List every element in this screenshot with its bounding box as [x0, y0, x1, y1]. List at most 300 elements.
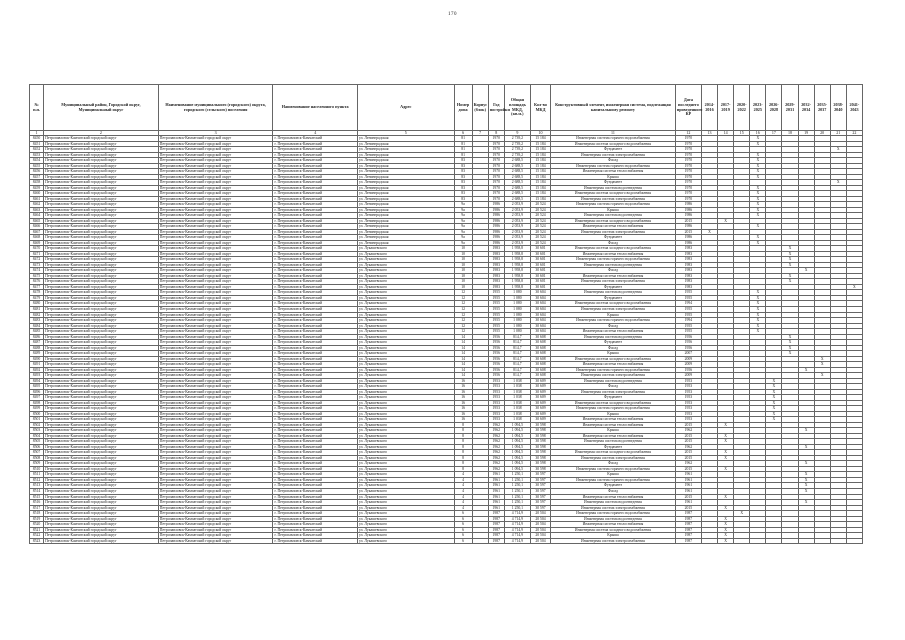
- mkd-count-cell: 30 598: [530, 461, 550, 467]
- house-cell: 12: [454, 290, 472, 296]
- year-cell: 1970: [488, 152, 504, 158]
- house-cell: 6: [454, 538, 472, 544]
- element-cell: Фундамент: [551, 180, 676, 186]
- last-repair-cell: 1986: [675, 235, 701, 241]
- settlement-cell: Петропавловск-Камчатский городской округ: [158, 477, 273, 483]
- house-cell: 12: [454, 301, 472, 307]
- page-number: 170: [448, 12, 457, 17]
- last-repair-cell: 1955: [675, 323, 701, 329]
- column-number: 8: [488, 131, 504, 136]
- address-cell: ул. Лукашевского: [357, 378, 454, 384]
- element-cell: Инженерная система холодного водоснабжения: [551, 218, 676, 224]
- address-cell: ул. Ленинградская: [357, 218, 454, 224]
- element-cell: Фасад: [551, 240, 676, 246]
- area-cell: 1 094,5: [504, 455, 530, 461]
- area-cell: 2 739,2: [504, 136, 530, 142]
- locality-cell: г. Петропавловск-Камчатский: [273, 444, 358, 450]
- year-cell: 1955: [488, 329, 504, 335]
- district-cell: Петропавловск-Камчатский городской округ: [44, 306, 159, 312]
- element-cell: Инженерная система водоотведения: [551, 334, 676, 340]
- mkd-count-cell: 30 609: [530, 400, 550, 406]
- settlement-cell: Петропавловск-Камчатский городской округ: [158, 224, 273, 230]
- period-cell: X: [750, 163, 766, 169]
- settlement-cell: Петропавловск-Камчатский городской округ: [158, 417, 273, 423]
- period-cell: X: [782, 351, 798, 357]
- settlement-cell: Петропавловск-Камчатский городской округ: [158, 207, 273, 213]
- year-cell: 1961: [488, 494, 504, 500]
- period-cell: X: [750, 235, 766, 241]
- locality-cell: г. Петропавловск-Камчатский: [273, 389, 358, 395]
- house-cell: 6: [454, 522, 472, 528]
- district-cell: Петропавловск-Камчатский городской округ: [44, 483, 159, 489]
- element-cell: Инженерная система электроснабжения: [551, 538, 676, 544]
- house-cell: 14: [454, 356, 472, 362]
- address-cell: ул. Лукашевского: [357, 345, 454, 351]
- row-number: 8512: [30, 477, 44, 483]
- period-cell: X: [750, 196, 766, 202]
- year-cell: 1953: [488, 411, 504, 417]
- row-number: 8479: [30, 295, 44, 301]
- settlement-cell: Петропавловск-Камчатский городской округ: [158, 334, 273, 340]
- locality-cell: г. Петропавловск-Камчатский: [273, 489, 358, 495]
- locality-cell: г. Петропавловск-Камчатский: [273, 284, 358, 290]
- column-number: 12: [675, 131, 701, 136]
- address-cell: ул. Лукашевского: [357, 301, 454, 307]
- mkd-count-cell: 30 604: [530, 295, 550, 301]
- last-repair-cell: 1962: [675, 444, 701, 450]
- last-repair-cell: 1961: [675, 477, 701, 483]
- period-cell: X: [718, 522, 734, 528]
- mkd-count-cell: 20 524: [530, 235, 550, 241]
- last-repair-cell: 1983: [675, 251, 701, 257]
- locality-cell: г. Петропавловск-Камчатский: [273, 213, 358, 219]
- last-repair-cell: 1961: [675, 500, 701, 506]
- year-cell: 1970: [488, 136, 504, 142]
- last-repair-cell: 1970: [675, 169, 701, 175]
- period-cell: X: [830, 147, 846, 153]
- district-cell: Петропавловск-Камчатский городской округ: [44, 141, 159, 147]
- area-cell: 2 688,5: [504, 180, 530, 186]
- column-header: 2026-2028: [766, 85, 782, 131]
- district-cell: Петропавловск-Камчатский городской округ: [44, 207, 159, 213]
- locality-cell: г. Петропавловск-Камчатский: [273, 466, 358, 472]
- settlement-cell: Петропавловск-Камчатский городской округ: [158, 389, 273, 395]
- settlement-cell: Петропавловск-Камчатский городской округ: [158, 318, 273, 324]
- mkd-count-cell: 20 524: [530, 207, 550, 213]
- period-cell: X: [718, 527, 734, 533]
- element-cell: Инженерная система холодного водоснабжения: [551, 400, 676, 406]
- locality-cell: г. Петропавловск-Камчатский: [273, 268, 358, 274]
- locality-cell: г. Петропавловск-Камчатский: [273, 224, 358, 230]
- last-repair-cell: 2015: [675, 466, 701, 472]
- element-cell: Инженерная система водоотведения: [551, 185, 676, 191]
- house-cell: 83: [454, 174, 472, 180]
- area-cell: 1 958,8: [504, 262, 530, 268]
- table: [29, 84, 863, 544]
- last-repair-cell: 1970: [675, 163, 701, 169]
- period-cell: X: [766, 406, 782, 412]
- year-cell: 1983: [488, 262, 504, 268]
- house-cell: 9а: [454, 202, 472, 208]
- district-cell: Петропавловск-Камчатский городской округ: [44, 329, 159, 335]
- house-cell: 10: [454, 257, 472, 263]
- last-repair-cell: 1987: [675, 522, 701, 528]
- capital-repair-table: [29, 84, 863, 544]
- period-cell: X: [782, 251, 798, 257]
- district-cell: Петропавловск-Камчатский городской округ: [44, 169, 159, 175]
- district-cell: Петропавловск-Камчатский городской округ: [44, 461, 159, 467]
- row-number: 8513: [30, 483, 44, 489]
- last-repair-cell: 1970: [675, 158, 701, 164]
- row-number: 8484: [30, 323, 44, 329]
- mkd-count-cell: 30 598: [530, 455, 550, 461]
- address-cell: ул. Лукашевского: [357, 466, 454, 472]
- settlement-cell: Петропавловск-Камчатский городской округ: [158, 439, 273, 445]
- house-cell: 4: [454, 494, 472, 500]
- locality-cell: г. Петропавловск-Камчатский: [273, 240, 358, 246]
- row-number: 8472: [30, 257, 44, 263]
- year-cell: 1987: [488, 516, 504, 522]
- last-repair-cell: 2015: [675, 494, 701, 500]
- period-cell: X: [798, 472, 814, 478]
- settlement-cell: Петропавловск-Камчатский городской округ: [158, 433, 273, 439]
- settlement-cell: Петропавловск-Камчатский городской округ: [158, 384, 273, 390]
- element-cell: Крыша: [551, 207, 676, 213]
- row-number: 8457: [30, 174, 44, 180]
- area-cell: 1 250,1: [504, 472, 530, 478]
- row-number: 8455: [30, 163, 44, 169]
- period-cell: [766, 538, 782, 544]
- locality-cell: г. Петропавловск-Камчатский: [273, 180, 358, 186]
- year-cell: 1953: [488, 389, 504, 395]
- settlement-cell: Петропавловск-Камчатский городской округ: [158, 455, 273, 461]
- area-cell: 4 714,9: [504, 533, 530, 539]
- column-number: 4: [273, 131, 358, 136]
- row-number: 8517: [30, 505, 44, 511]
- last-repair-cell: 1986: [675, 202, 701, 208]
- last-repair-cell: 2015: [675, 422, 701, 428]
- row-number: 8520: [30, 522, 44, 528]
- period-cell: X: [718, 218, 734, 224]
- last-repair-cell: 1955: [675, 290, 701, 296]
- address-cell: ул. Ленинградская: [357, 180, 454, 186]
- column-number: 13: [701, 131, 717, 136]
- district-cell: Петропавловск-Камчатский городской округ: [44, 174, 159, 180]
- address-cell: ул. Лукашевского: [357, 246, 454, 252]
- year-cell: 1955: [488, 295, 504, 301]
- district-cell: Петропавловск-Камчатский городской округ: [44, 334, 159, 340]
- address-cell: ул. Лукашевского: [357, 511, 454, 517]
- year-cell: 1986: [488, 224, 504, 230]
- column-header: 2023-2025: [750, 85, 766, 131]
- district-cell: Петропавловск-Камчатский городской округ: [44, 367, 159, 373]
- locality-cell: г. Петропавловск-Камчатский: [273, 207, 358, 213]
- last-repair-cell: 1970: [675, 136, 701, 142]
- settlement-cell: Петропавловск-Камчатский городской округ: [158, 180, 273, 186]
- address-cell: ул. Лукашевского: [357, 450, 454, 456]
- house-cell: 16: [454, 378, 472, 384]
- area-cell: 1 038: [504, 400, 530, 406]
- district-cell: Петропавловск-Камчатский городской округ: [44, 472, 159, 478]
- year-cell: 1956: [488, 356, 504, 362]
- house-cell: 10: [454, 279, 472, 285]
- year-cell: 1986: [488, 240, 504, 246]
- row-number: 8481: [30, 306, 44, 312]
- year-cell: 1970: [488, 169, 504, 175]
- column-number: 16: [750, 131, 766, 136]
- locality-cell: г. Петропавловск-Камчатский: [273, 295, 358, 301]
- last-repair-cell: 1970: [675, 180, 701, 186]
- locality-cell: г. Петропавловск-Камчатский: [273, 251, 358, 257]
- address-cell: ул. Лукашевского: [357, 362, 454, 368]
- row-number: 8474: [30, 268, 44, 274]
- mkd-count-cell: 30 604: [530, 290, 550, 296]
- address-cell: ул. Лукашевского: [357, 268, 454, 274]
- address-cell: ул. Лукашевского: [357, 257, 454, 263]
- column-header: 2014-2016: [701, 85, 717, 131]
- settlement-cell: Петропавловск-Камчатский городской округ: [158, 295, 273, 301]
- last-repair-cell: 2009: [675, 356, 701, 362]
- column-number: 20: [814, 131, 830, 136]
- row-number: 8468: [30, 235, 44, 241]
- year-cell: 1970: [488, 185, 504, 191]
- period-cell: X: [750, 213, 766, 219]
- year-cell: 1986: [488, 218, 504, 224]
- address-cell: ул. Лукашевского: [357, 351, 454, 357]
- mkd-count-cell: 20 504: [530, 511, 550, 517]
- area-cell: 2 053,9: [504, 240, 530, 246]
- last-repair-cell: 1955: [675, 329, 701, 335]
- year-cell: 1986: [488, 202, 504, 208]
- settlement-cell: Петропавловск-Камчатский городской округ: [158, 461, 273, 467]
- mkd-count-cell: 30 601: [530, 257, 550, 263]
- address-cell: ул. Лукашевского: [357, 522, 454, 528]
- house-cell: 4: [454, 489, 472, 495]
- area-cell: 4 714,9: [504, 511, 530, 517]
- row-number: 8503: [30, 428, 44, 434]
- district-cell: Петропавловск-Камчатский городской округ: [44, 136, 159, 142]
- house-cell: 14: [454, 340, 472, 346]
- locality-cell: г. Петропавловск-Камчатский: [273, 136, 358, 142]
- row-number: 8464: [30, 213, 44, 219]
- element-cell: Инженерная система теплоснабжения: [551, 251, 676, 257]
- row-number: 8511: [30, 472, 44, 478]
- settlement-cell: Петропавловск-Камчатский городской округ: [158, 185, 273, 191]
- year-cell: 1962: [488, 433, 504, 439]
- year-cell: 1970: [488, 163, 504, 169]
- element-cell: Инженерная система электроснабжения: [551, 229, 676, 235]
- mkd-count-cell: 30 598: [530, 428, 550, 434]
- address-cell: ул. Ленинградская: [357, 191, 454, 197]
- row-number: 8496: [30, 389, 44, 395]
- element-cell: Фундамент: [551, 235, 676, 241]
- last-repair-cell: 1986: [675, 224, 701, 230]
- last-repair-cell: 2015: [675, 450, 701, 456]
- address-cell: ул. Ленинградская: [357, 169, 454, 175]
- column-number: 3: [158, 131, 273, 136]
- column-header: Год постройки: [488, 85, 504, 131]
- address-cell: ул. Лукашевского: [357, 533, 454, 539]
- period-cell: X: [798, 461, 814, 467]
- year-cell: 1962: [488, 450, 504, 456]
- district-cell: Петропавловск-Камчатский городской округ: [44, 351, 159, 357]
- mkd-count-cell: 15 184: [530, 191, 550, 197]
- district-cell: Петропавловск-Камчатский городской округ: [44, 527, 159, 533]
- locality-cell: г. Петропавловск-Камчатский: [273, 174, 358, 180]
- element-cell: Инженерная система водоотведения: [551, 290, 676, 296]
- house-cell: 10: [454, 284, 472, 290]
- address-cell: ул. Лукашевского: [357, 290, 454, 296]
- house-cell: 4: [454, 483, 472, 489]
- period-cell: [734, 538, 750, 544]
- house-cell: 8: [454, 433, 472, 439]
- period-cell: [846, 538, 862, 544]
- year-cell: 1983: [488, 279, 504, 285]
- locality-cell: г. Петропавловск-Камчатский: [273, 185, 358, 191]
- address-cell: ул. Лукашевского: [357, 367, 454, 373]
- mkd-count-cell: 15 184: [530, 141, 550, 147]
- last-repair-cell: 1983: [675, 279, 701, 285]
- element-cell: Инженерная система водоотведения: [551, 516, 676, 522]
- house-cell: 16: [454, 400, 472, 406]
- last-repair-cell: 1961: [675, 483, 701, 489]
- district-cell: Петропавловск-Камчатский городской округ: [44, 466, 159, 472]
- last-repair-cell: 1970: [675, 147, 701, 153]
- district-cell: Петропавловск-Камчатский городской округ: [44, 389, 159, 395]
- element-cell: Инженерная система горячего водоснабжения: [551, 136, 676, 142]
- year-cell: 1970: [488, 147, 504, 153]
- settlement-cell: Петропавловск-Камчатский городской округ: [158, 533, 273, 539]
- settlement-cell: Петропавловск-Камчатский городской округ: [158, 411, 273, 417]
- row-number: 8485: [30, 329, 44, 335]
- mkd-count-cell: 30 609: [530, 384, 550, 390]
- house-cell: 83: [454, 185, 472, 191]
- row-number: 8475: [30, 273, 44, 279]
- locality-cell: г. Петропавловск-Камчатский: [273, 351, 358, 357]
- area-cell: 2 739,2: [504, 147, 530, 153]
- area-cell: 1 958,8: [504, 273, 530, 279]
- last-repair-cell: 1956: [675, 367, 701, 373]
- house-cell: 12: [454, 312, 472, 318]
- element-cell: Инженерная система электроснабжения: [551, 152, 676, 158]
- last-repair-cell: 2015: [675, 505, 701, 511]
- address-cell: ул. Лукашевского: [357, 295, 454, 301]
- last-repair-cell: 1987: [675, 533, 701, 539]
- district-cell: Петропавловск-Камчатский городской округ: [44, 318, 159, 324]
- settlement-cell: Петропавловск-Камчатский городской округ: [158, 373, 273, 379]
- area-cell: 814,7: [504, 356, 530, 362]
- district-cell: Петропавловск-Камчатский городской округ: [44, 229, 159, 235]
- mkd-count-cell: 30 597: [530, 489, 550, 495]
- locality-cell: г. Петропавловск-Камчатский: [273, 158, 358, 164]
- period-cell: X: [750, 295, 766, 301]
- year-cell: 1970: [488, 196, 504, 202]
- mkd-count-cell: 30 604: [530, 301, 550, 307]
- last-repair-cell: 1983: [675, 246, 701, 252]
- column-number: 5: [357, 131, 454, 136]
- element-cell: Инженерная система электроснабжения: [551, 455, 676, 461]
- address-cell: ул. Лукашевского: [357, 262, 454, 268]
- last-repair-cell: 1956: [675, 340, 701, 346]
- mkd-count-cell: 30 609: [530, 395, 550, 401]
- row-number: 8514: [30, 489, 44, 495]
- element-cell: Фасад: [551, 384, 676, 390]
- last-repair-cell: 1956: [675, 334, 701, 340]
- house-cell: 8: [454, 455, 472, 461]
- column-header: 2038-2040: [830, 85, 846, 131]
- district-cell: Петропавловск-Камчатский городской округ: [44, 477, 159, 483]
- area-cell: 2 053,9: [504, 235, 530, 241]
- district-cell: Петропавловск-Камчатский городской округ: [44, 511, 159, 517]
- mkd-count-cell: 30 597: [530, 494, 550, 500]
- row-number: 8483: [30, 318, 44, 324]
- period-cell: X: [750, 306, 766, 312]
- mkd-count-cell: 30 609: [530, 406, 550, 412]
- period-cell: X: [718, 455, 734, 461]
- house-cell: 8: [454, 428, 472, 434]
- locality-cell: г. Петропавловск-Камчатский: [273, 411, 358, 417]
- locality-cell: г. Петропавловск-Камчатский: [273, 439, 358, 445]
- house-cell: 81: [454, 147, 472, 153]
- mkd-count-cell: 15 184: [530, 147, 550, 153]
- house-cell: 9а: [454, 240, 472, 246]
- district-cell: Петропавловск-Камчатский городской округ: [44, 489, 159, 495]
- period-cell: X: [798, 483, 814, 489]
- district-cell: Петропавловск-Камчатский городской округ: [44, 450, 159, 456]
- address-cell: ул. Лукашевского: [357, 329, 454, 335]
- year-cell: 1955: [488, 318, 504, 324]
- period-cell: X: [782, 340, 798, 346]
- last-repair-cell: 1987: [675, 511, 701, 517]
- area-cell: 2 053,9: [504, 213, 530, 219]
- column-header: № п.п.: [30, 85, 44, 131]
- district-cell: Петропавловск-Камчатский городской округ: [44, 240, 159, 246]
- column-number: 1: [30, 131, 44, 136]
- year-cell: 1955: [488, 301, 504, 307]
- element-cell: Крыша: [551, 472, 676, 478]
- period-cell: [701, 538, 717, 544]
- row-number: 8509: [30, 461, 44, 467]
- row-number: 8497: [30, 395, 44, 401]
- settlement-cell: Петропавловск-Камчатский городской округ: [158, 279, 273, 285]
- year-cell: 1955: [488, 312, 504, 318]
- mkd-count-cell: 30 609: [530, 417, 550, 423]
- mkd-count-cell: 30 608: [530, 340, 550, 346]
- element-cell: Фундамент: [551, 395, 676, 401]
- mkd-count-cell: 20 524: [530, 224, 550, 230]
- last-repair-cell: 1987: [675, 538, 701, 544]
- address-cell: ул. Ленинградская: [357, 136, 454, 142]
- district-cell: Петропавловск-Камчатский городской округ: [44, 428, 159, 434]
- locality-cell: г. Петропавловск-Камчатский: [273, 417, 358, 423]
- locality-cell: г. Петропавловск-Камчатский: [273, 483, 358, 489]
- last-repair-cell: 1983: [675, 284, 701, 290]
- mkd-count-cell: 20 524: [530, 202, 550, 208]
- district-cell: Петропавловск-Камчатский городской округ: [44, 213, 159, 219]
- element-cell: Инженерная система холодного водоснабжения: [551, 301, 676, 307]
- locality-cell: г. Петропавловск-Камчатский: [273, 384, 358, 390]
- settlement-cell: Петропавловск-Камчатский городской округ: [158, 345, 273, 351]
- locality-cell: г. Петропавловск-Камчатский: [273, 362, 358, 368]
- area-cell: 2 688,5: [504, 169, 530, 175]
- district-cell: Петропавловск-Камчатский городской округ: [44, 262, 159, 268]
- element-cell: Инженерная система теплоснабжения: [551, 433, 676, 439]
- area-cell: 1 080: [504, 323, 530, 329]
- year-cell: 1953: [488, 417, 504, 423]
- last-repair-cell: 1953: [675, 406, 701, 412]
- house-cell: 83: [454, 180, 472, 186]
- mkd-count-cell: 30 608: [530, 345, 550, 351]
